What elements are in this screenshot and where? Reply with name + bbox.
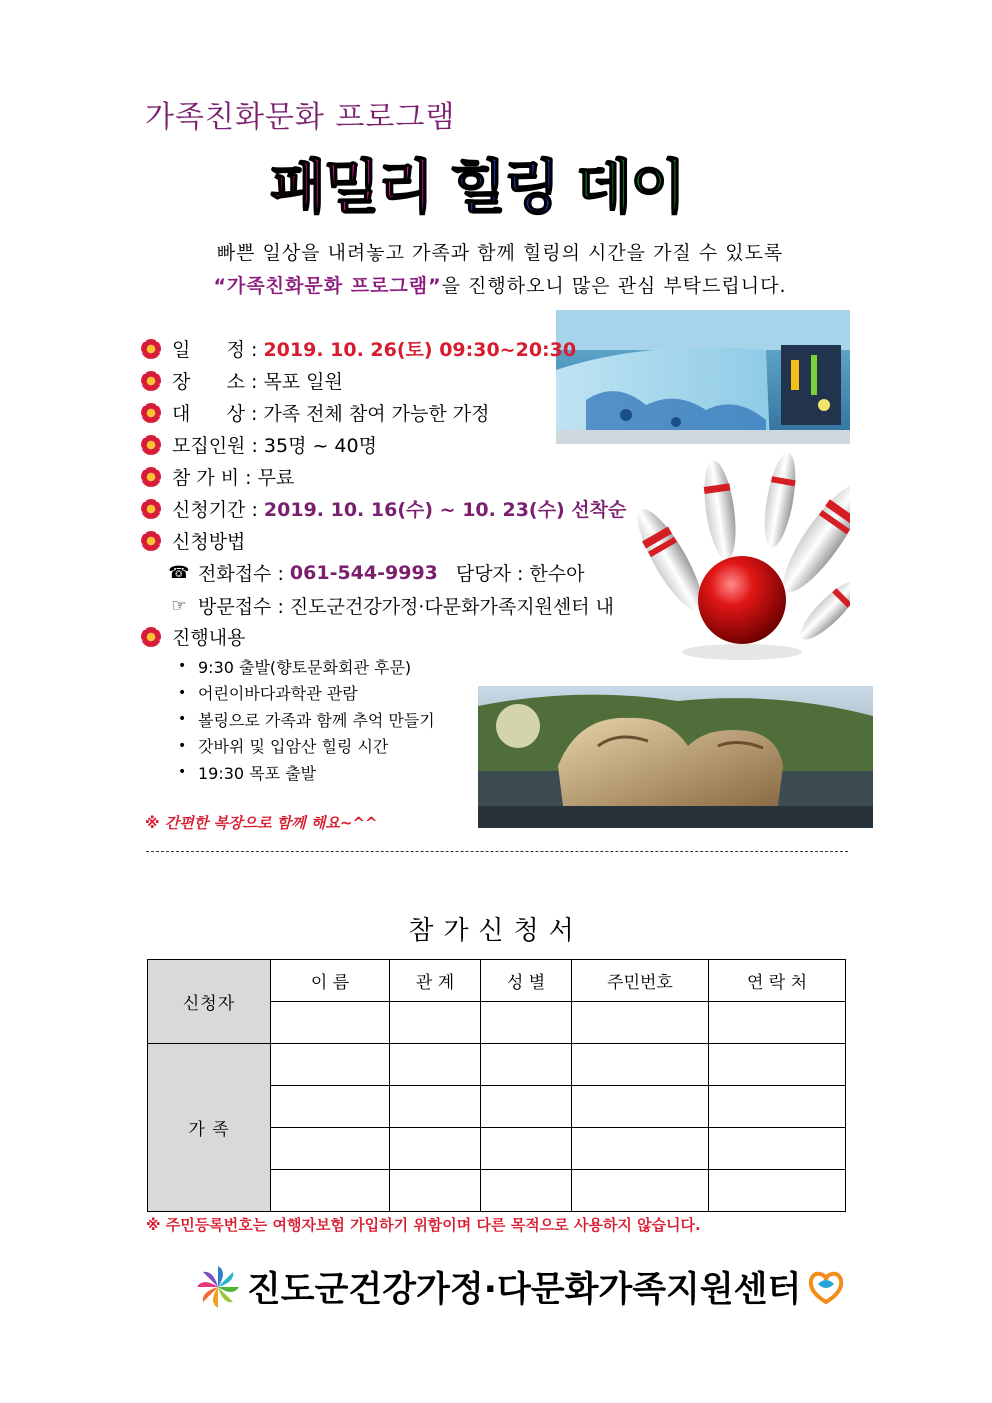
bullet-icon: •: [178, 711, 187, 728]
flower-icon: [140, 434, 162, 456]
intro-line-1: 빠쁜 일상을 내려놓고 가족과 함께 힐링의 시간을 가질 수 있도록: [216, 242, 784, 264]
input-cell[interactable]: [709, 1002, 846, 1044]
bowling-image: [630, 440, 850, 670]
privacy-note: ※ 주민등록번호는 여행자보험 가입하기 위함이며 다른 목적으로 사용하지 않습니다.: [146, 1216, 701, 1234]
place-row: [140, 367, 343, 394]
list-item: [178, 759, 435, 786]
place-label: 장 소 :: [172, 371, 258, 393]
bullet-icon: •: [178, 658, 187, 675]
title-part-healing: 힐링: [450, 153, 559, 221]
flower-icon: [140, 466, 162, 488]
target-label: 대 상 :: [172, 403, 258, 425]
fee-value: 무료: [257, 467, 295, 489]
input-cell[interactable]: [390, 1170, 481, 1212]
flower-icon: [140, 338, 162, 360]
list-item: [178, 706, 435, 733]
list-item: [178, 680, 435, 707]
header-name: 이 름: [271, 960, 390, 1002]
intro-rest: 을 진행하오니 많은 관심 부탁드립니다.: [441, 275, 787, 297]
manager-text: 담당자 : 한수아: [455, 563, 585, 585]
pointing-hand-icon: ☞: [171, 595, 187, 616]
phone-icon: ☎: [168, 562, 190, 583]
application-form-table: [147, 959, 846, 1212]
program-subtitle: 가족친화문화 프로그램: [145, 100, 456, 135]
method-label: 신청방법: [172, 531, 246, 553]
list-item-text: 9:30 출발(향토문화회관 후문): [198, 657, 412, 677]
input-cell[interactable]: [271, 1044, 390, 1086]
input-cell[interactable]: [572, 1002, 709, 1044]
table-row: [148, 1044, 846, 1086]
list-item-text: 19:30 목포 출발: [198, 763, 317, 783]
list-item-text: 갓바위 및 입암산 힐링 시간: [198, 737, 389, 757]
input-cell[interactable]: [481, 1002, 572, 1044]
target-value: 가족 전체 참여 가능한 가정: [263, 403, 490, 425]
applicant-label: 신청자: [148, 960, 271, 1044]
pinwheel-logo-icon: [195, 1264, 241, 1310]
list-item-text: 어린이바다과학관 관람: [198, 684, 358, 704]
intro-highlight: “가족친화문화 프로그램”: [213, 275, 442, 297]
flower-icon: [140, 626, 162, 648]
input-cell[interactable]: [572, 1128, 709, 1170]
period-value: 2019. 10. 16(수) ~ 10. 23(수) 선착순: [263, 499, 627, 521]
recruit-label: 모집인원 :: [172, 435, 258, 457]
content-label: 진행내용: [172, 627, 246, 649]
content-row: [140, 623, 245, 650]
visit-label: 방문접수 :: [198, 596, 284, 618]
input-cell[interactable]: [481, 1044, 572, 1086]
heart-swirl-logo-icon: [805, 1266, 847, 1308]
recruit-value: 35명 ~ 40명: [263, 435, 377, 457]
input-cell[interactable]: [390, 1128, 481, 1170]
list-item-text: 볼링으로 가족과 함께 추억 만들기: [198, 710, 435, 730]
schedule-label: 일 정 :: [172, 339, 258, 361]
input-cell[interactable]: [572, 1170, 709, 1212]
flower-icon: [140, 370, 162, 392]
header-contact: 연 락 처: [709, 960, 846, 1002]
cut-line-divider: [146, 851, 848, 852]
period-row: [140, 495, 626, 522]
rock-landscape-photo: [478, 686, 873, 828]
header-gender: 성 별: [481, 960, 572, 1002]
form-title: 참가신청서: [408, 916, 584, 946]
visit-value: 진도군건강가정·다문화가족지원센터 내: [289, 596, 615, 618]
flower-icon: [140, 498, 162, 520]
intro-line-2: [150, 271, 850, 298]
page-title: [270, 140, 684, 224]
method-row: [140, 527, 245, 554]
input-cell[interactable]: [390, 1002, 481, 1044]
recruit-row: [140, 431, 377, 458]
list-item: [178, 653, 435, 680]
org-name: 진도군건강가정·다문화가족지원센터: [247, 1270, 802, 1310]
bullet-icon: •: [178, 684, 187, 701]
input-cell[interactable]: [390, 1086, 481, 1128]
place-value: 목포 일원: [263, 371, 343, 393]
phone-label: 전화접수 :: [198, 563, 284, 585]
input-cell[interactable]: [572, 1086, 709, 1128]
input-cell[interactable]: [709, 1128, 846, 1170]
header-id-number: 주민번호: [572, 960, 709, 1002]
input-cell[interactable]: [390, 1044, 481, 1086]
target-row: [140, 399, 490, 426]
phone-row: [168, 559, 585, 586]
input-cell[interactable]: [481, 1086, 572, 1128]
fee-label: 참 가 비 :: [172, 467, 252, 489]
flower-icon: [140, 530, 162, 552]
bullet-icon: •: [178, 737, 187, 754]
input-cell[interactable]: [572, 1044, 709, 1086]
family-label: 가 족: [148, 1044, 271, 1212]
period-label: 신청기간 :: [172, 499, 258, 521]
title-part-family: 패밀리: [270, 153, 433, 221]
input-cell[interactable]: [271, 1128, 390, 1170]
aquarium-photo: [556, 310, 850, 444]
input-cell[interactable]: [271, 1002, 390, 1044]
input-cell[interactable]: [271, 1086, 390, 1128]
input-cell[interactable]: [709, 1086, 846, 1128]
input-cell[interactable]: [481, 1128, 572, 1170]
input-cell[interactable]: [271, 1170, 390, 1212]
flower-icon: [140, 402, 162, 424]
phone-value: 061-544-9993: [289, 561, 438, 584]
visit-row: [168, 592, 614, 619]
program-list: [178, 653, 435, 786]
fee-row: [140, 463, 294, 490]
schedule-value: 2019. 10. 26(토) 09:30~20:30: [263, 339, 577, 361]
schedule-row: [140, 335, 576, 362]
footer-org: [195, 1262, 847, 1312]
list-item: [178, 733, 435, 760]
input-cell[interactable]: [481, 1170, 572, 1212]
input-cell[interactable]: [709, 1044, 846, 1086]
dress-note: ※ 간편한 복장으로 함께 해요~^^: [145, 814, 378, 832]
title-part-day: 데이: [576, 153, 685, 221]
header-relation: 관 계: [390, 960, 481, 1002]
input-cell[interactable]: [709, 1170, 846, 1212]
bullet-icon: •: [178, 764, 187, 781]
